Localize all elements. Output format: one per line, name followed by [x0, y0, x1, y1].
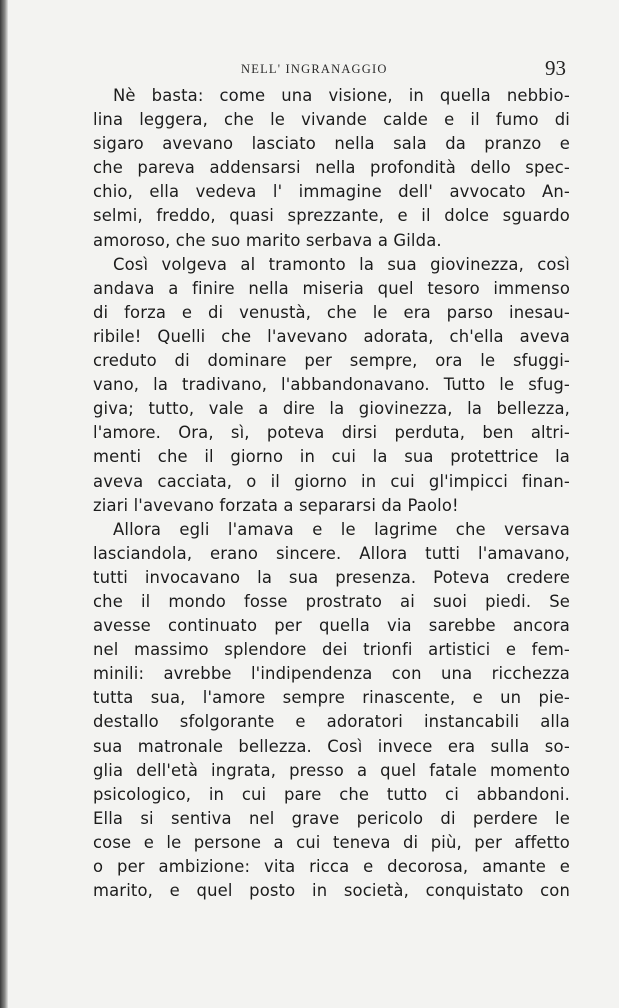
text-line: avesse continuato per quella via sarebbe ancora	[93, 616, 570, 636]
text-line: nel massimo splendore dei trionfi artistici e fem-	[93, 640, 570, 660]
text-line: glia dell'età ingrata, presso a quel fatale momento	[93, 760, 570, 780]
text-line: psicologico, in cui pare che tutto ci abbandoni.	[93, 784, 570, 804]
text-line: l'amore. Ora, sì, poteva dirsi perduta, ben altri-	[93, 423, 570, 443]
text-line: lasciandola, erano sincere. Allora tutti l'amavano,	[93, 543, 570, 563]
text-line: di forza e di venustà, che le era parso inesau-	[93, 302, 570, 322]
text-line: lina leggera, che le vivande calde e il fumo di	[93, 110, 570, 130]
text-line: sua matronale bellezza. Così invece era sulla so-	[93, 736, 570, 756]
text-line: Ella si sentiva nel grave pericolo di perdere le	[93, 808, 570, 828]
text-line: sigaro avevano lasciato nella sala da pranzo e	[93, 134, 570, 154]
text-line: chio, ella vedeva l' immagine dell' avvocato An-	[93, 182, 570, 202]
text-line: menti che il giorno in cui la sua protettrice la	[93, 447, 570, 467]
text-line: ziari l'avevano forzata a separarsi da Paolo!	[93, 495, 459, 515]
page-binding-edge	[0, 0, 8, 1008]
text-line: che il mondo fosse prostrato ai suoi piedi. Se	[93, 591, 570, 611]
text-line: selmi, freddo, quasi sprezzante, e il dolce sguardo	[93, 206, 570, 226]
text-line: vano, la tradivano, l'abbandonavano. Tutto le sfug-	[93, 375, 570, 395]
book-page	[93, 50, 570, 903]
text-line: Nè basta: come una visione, in quella nebbio-	[113, 86, 570, 105]
text-line: destallo sfolgorante e adoratori instancabili alla	[93, 712, 570, 732]
text-line: minili: avrebbe l'indipendenza con una ricchezza	[93, 664, 570, 684]
page-number: 93	[545, 56, 566, 80]
text-line: tutta sua, l'amore sempre rinascente, e un pie-	[93, 688, 570, 708]
text-line: tutti invocavano la sua presenza. Poteva credere	[93, 567, 570, 587]
text-line: andava a finire nella miseria quel tesoro immenso	[93, 278, 570, 298]
running-title: NELL' INGRANAGGIO	[241, 62, 388, 76]
running-head	[93, 50, 570, 84]
text-line: ribile! Quelli che l'avevano adorata, ch'ella aveva	[93, 326, 570, 346]
body-text	[93, 84, 570, 903]
text-line: o per ambizione: vita ricca e decorosa, amante e	[93, 857, 570, 876]
text-line: creduto di dominare per sempre, ora le sfuggi-	[93, 351, 570, 371]
text-line: che pareva addensarsi nella profondità dello spec-	[93, 158, 570, 178]
text-line: amoroso, che suo marito serbava a Gilda.	[93, 230, 442, 250]
text-line: marito, e quel posto in società, conquistato con	[93, 881, 570, 901]
text-line: giva; tutto, vale a dire la giovinezza, la bellezza,	[93, 399, 570, 419]
text-line: Così volgeva al tramonto la sua giovinezza, così	[113, 254, 570, 274]
text-line: cose e le persone a cui teneva di più, per affetto	[93, 832, 570, 852]
text-line: aveva cacciata, o il giorno in cui gl'impicci finan-	[93, 471, 570, 491]
text-line: Allora egli l'amava e le lagrime che versava	[113, 519, 570, 539]
